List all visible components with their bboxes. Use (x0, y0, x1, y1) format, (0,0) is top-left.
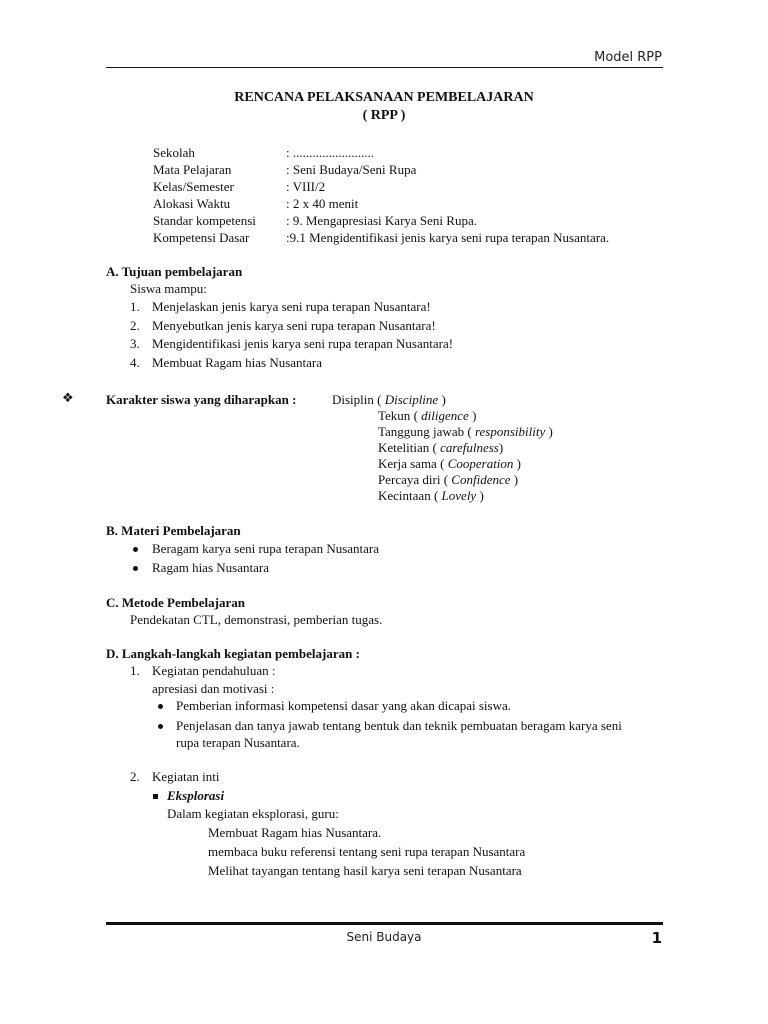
identity-value: : Seni Budaya/Seni Rupa (286, 162, 417, 177)
list-item: Menyebutkan jenis karya seni rupa terapan Nusantara! (152, 318, 436, 333)
identity-value: : VIII/2 (286, 179, 326, 194)
page-title: RENCANA PELAKSANAAN PEMBELAJARAN (234, 90, 534, 105)
list-item-number: 1. (130, 299, 140, 314)
list-item: Pemberian informasi kompetensi dasar yang akan dicapai siswa. (176, 698, 512, 713)
list-item: Ragam hias Nusantara (152, 560, 269, 575)
identity-label: Kelas/Semester (153, 179, 234, 194)
identity-label: Mata Pelajaran (153, 162, 232, 177)
list-item-continuation: rupa terapan Nusantara. (176, 735, 300, 750)
karakter-en: carefulness (440, 440, 499, 455)
karakter-item: Disiplin ( Discipline ) (332, 392, 446, 407)
bullet-icon (158, 724, 163, 729)
header-label: Model RPP (594, 50, 662, 65)
section-d-heading: D. Langkah-langkah kegiatan pembelajaran : (106, 646, 360, 661)
list-item: Menjelaskan jenis karya seni rupa terapan Nusantara! (152, 299, 431, 314)
step-title: Kegiatan pendahuluan : (152, 663, 276, 678)
list-item-number: 2. (130, 769, 140, 784)
karakter-en: responsibility (474, 424, 546, 439)
list-item: Melihat tayangan tentang hasil karya seni terapan Nusantara (208, 863, 522, 878)
identity-label: Kompetensi Dasar (153, 230, 250, 245)
list-item: Mengidentifikasi jenis karya seni rupa terapan Nusantara! (152, 336, 454, 351)
identity-value: :9.1 Mengidentifikasi jenis karya seni rupa terapan Nusantara. (286, 230, 610, 245)
karakter-item: Kecintaan ( Lovely ) (378, 488, 484, 503)
footer-label: Seni Budaya (346, 930, 422, 944)
diamond-bullet-icon: ❖ (62, 391, 74, 406)
karakter-en: Confidence (451, 472, 511, 487)
eksplorasi-intro: Dalam kegiatan eksplorasi, guru: (167, 806, 339, 821)
page-subtitle: ( RPP ) (362, 108, 406, 123)
identity-value: : 2 x 40 menit (286, 196, 359, 211)
page-number: 1 (651, 929, 662, 947)
step-title: Kegiatan inti (152, 769, 220, 784)
karakter-item: Ketelitian ( carefulness) (378, 440, 504, 455)
list-item-number: 1. (130, 663, 140, 678)
header-rule (106, 67, 663, 68)
list-item: Beragam karya seni rupa terapan Nusantara (152, 541, 380, 556)
karakter-name: Kecintaan (378, 488, 431, 503)
list-item-number: 4. (130, 355, 140, 370)
section-b-heading: B. Materi Pembelajaran (106, 523, 241, 538)
karakter-name: Tanggung jawab (378, 424, 465, 439)
square-bullet-icon (153, 794, 158, 799)
identity-label: Sekolah (153, 145, 195, 160)
karakter-name: Tekun (378, 408, 411, 423)
section-a-heading: A. Tujuan pembelajaran (106, 264, 243, 279)
list-item: Membuat Ragam hias Nusantara. (208, 825, 382, 840)
karakter-heading: Karakter siswa yang diharapkan : (106, 392, 297, 407)
list-item: membaca buku referensi tentang seni rupa terapan Nusantara (208, 844, 526, 859)
bullet-icon (158, 704, 163, 709)
list-item: Penjelasan dan tanya jawab tentang bentuk dan teknik pembuatan beragam karya seni (176, 718, 622, 733)
step-subtitle: apresiasi dan motivasi : (152, 681, 275, 696)
list-item-number: 2. (130, 318, 140, 333)
footer-rule (106, 922, 663, 925)
karakter-name: Kerja sama (378, 456, 437, 471)
section-a-intro: Siswa mampu: (130, 281, 207, 296)
karakter-en: Cooperation (447, 456, 514, 471)
karakter-en: Discipline (384, 392, 439, 407)
identity-value: : 9. Mengapresiasi Karya Seni Rupa. (286, 213, 477, 228)
karakter-name: Ketelitian (378, 440, 430, 455)
karakter-item: Tekun ( diligence ) (378, 408, 477, 423)
section-c-text: Pendekatan CTL, demonstrasi, pemberian tugas. (130, 612, 383, 627)
karakter-name: Percaya diri (378, 472, 441, 487)
karakter-name: Disiplin (332, 392, 374, 407)
eksplorasi-heading: Eksplorasi (167, 788, 225, 803)
karakter-item: Tanggung jawab ( responsibility ) (378, 424, 553, 439)
karakter-en: Lovely (441, 488, 477, 503)
section-c-heading: C. Metode Pembelajaran (106, 595, 245, 610)
identity-label: Alokasi Waktu (153, 196, 231, 211)
bullet-icon (133, 547, 138, 552)
identity-label: Standar kompetensi (153, 213, 256, 228)
bullet-icon (133, 566, 138, 571)
karakter-en: diligence (421, 408, 469, 423)
identity-value: : ......................... (286, 145, 375, 160)
karakter-item: Kerja sama ( Cooperation ) (378, 456, 522, 471)
list-item: Membuat Ragam hias Nusantara (152, 355, 323, 370)
list-item-number: 3. (130, 336, 140, 351)
karakter-item: Percaya diri ( Confidence ) (378, 472, 519, 487)
